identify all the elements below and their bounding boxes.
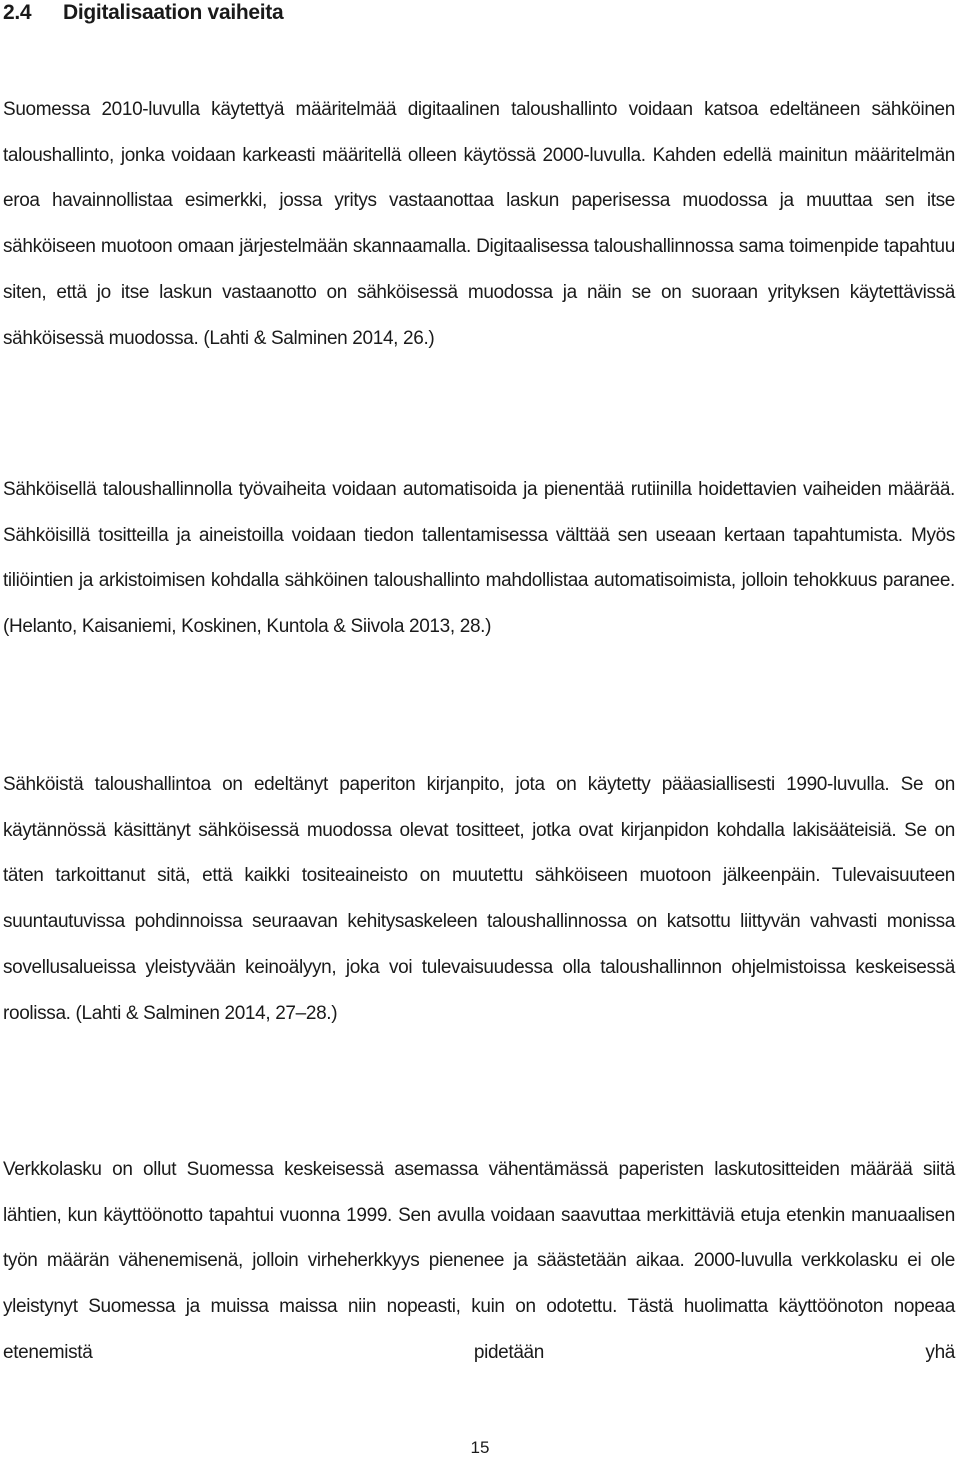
section-heading <box>3 0 283 26</box>
page-number: 15 <box>470 1438 490 1457</box>
paragraph-1: Suomessa 2010-luvulla käytettyä määritelmää digitaalinen taloushallinto voidaan katsoa edeltäneen sähköinen taloushallinto, jonka voidaan karkeasti määritellä olleen käytössä 2000-luvulla. Kahden edellä mainitun määritelmän eroa havainnollistaa esimerkki, jossa yritys vastaanottaa laskun paperisessa muodossa ja muuttaa sen itse sähköiseen muotoon omaan järjestelmään skannaamalla. Digitaalisessa taloushallinnossa sama toimenpide tapahtuu siten, että jo itse laskun vastaanotto on sähköisessä muodossa ja näin se on suoraan yrityksen käytettävissä sähköisessä muodossa. (Lahti & Salminen 2014, 26.) <box>3 99 955 349</box>
paragraph-2: Sähköisellä taloushallinnolla työvaiheita voidaan automatisoida ja pienentää rutiinilla hoidettavien vaiheiden määrää. Sähköisillä tositteilla ja aineistoilla voidaan tiedon tallentamisessa välttää sen useaan kertaan tapahtumista. Myös tiliöintien ja arkistoimisen kohdalla sähköinen taloushallinto mahdollistaa automatisoimista, jolloin tehokkuus paranee. (Helanto, Kaisaniemi, Koskinen, Kuntola & Siivola 2013, 28.) <box>3 479 955 638</box>
paragraph-3: Sähköistä taloushallintoa on edeltänyt paperiton kirjanpito, jota on käytetty pääasiallisesti 1990-luvulla. Se on käytännössä käsittänyt sähköisessä muodossa olevat tositteet, jotka ovat kirjanpidon kohdalla lakisääteisiä. Se on täten tarkoittanut sitä, että kaikki tositeaineisto on muutettu sähköiseen muotoon jälkeenpäin. Tulevaisuuteen suuntautuvissa pohdinnoissa seuraavan kehitysaskeleen taloushallinnossa on katsottu liittyvän vahvasti monissa sovellusalueissa yleistyvään keinoälyyn, joka voi tulevaisuudessa olla taloushallinnon ohjelmistoissa keskeisessä roolissa. (Lahti & Salminen 2014, 27–28.) <box>3 774 955 1024</box>
section-title: Digitalisaation vaiheita <box>63 1 284 24</box>
section-number: 2.4 <box>3 1 32 24</box>
paragraph-4: Verkkolasku on ollut Suomessa keskeisessä asemassa vähentämässä paperisten laskutositteiden määrää siitä lähtien, kun käyttöönotto tapahtui vuonna 1999. Sen avulla voidaan saavuttaa merkittäviä etuja etenkin manuaalisen työn määrän vähenemisenä, jolloin virheherkkyys pienenee ja säästetään aikaa. 2000-luvulla verkkolasku ei ole yleistynyt Suomessa ja muissa maissa niin nopeasti, kuin on odotettu. Tästä huolimatta käyttöönoton nopeaa etenemistä pidetään yhä <box>3 1159 955 1363</box>
